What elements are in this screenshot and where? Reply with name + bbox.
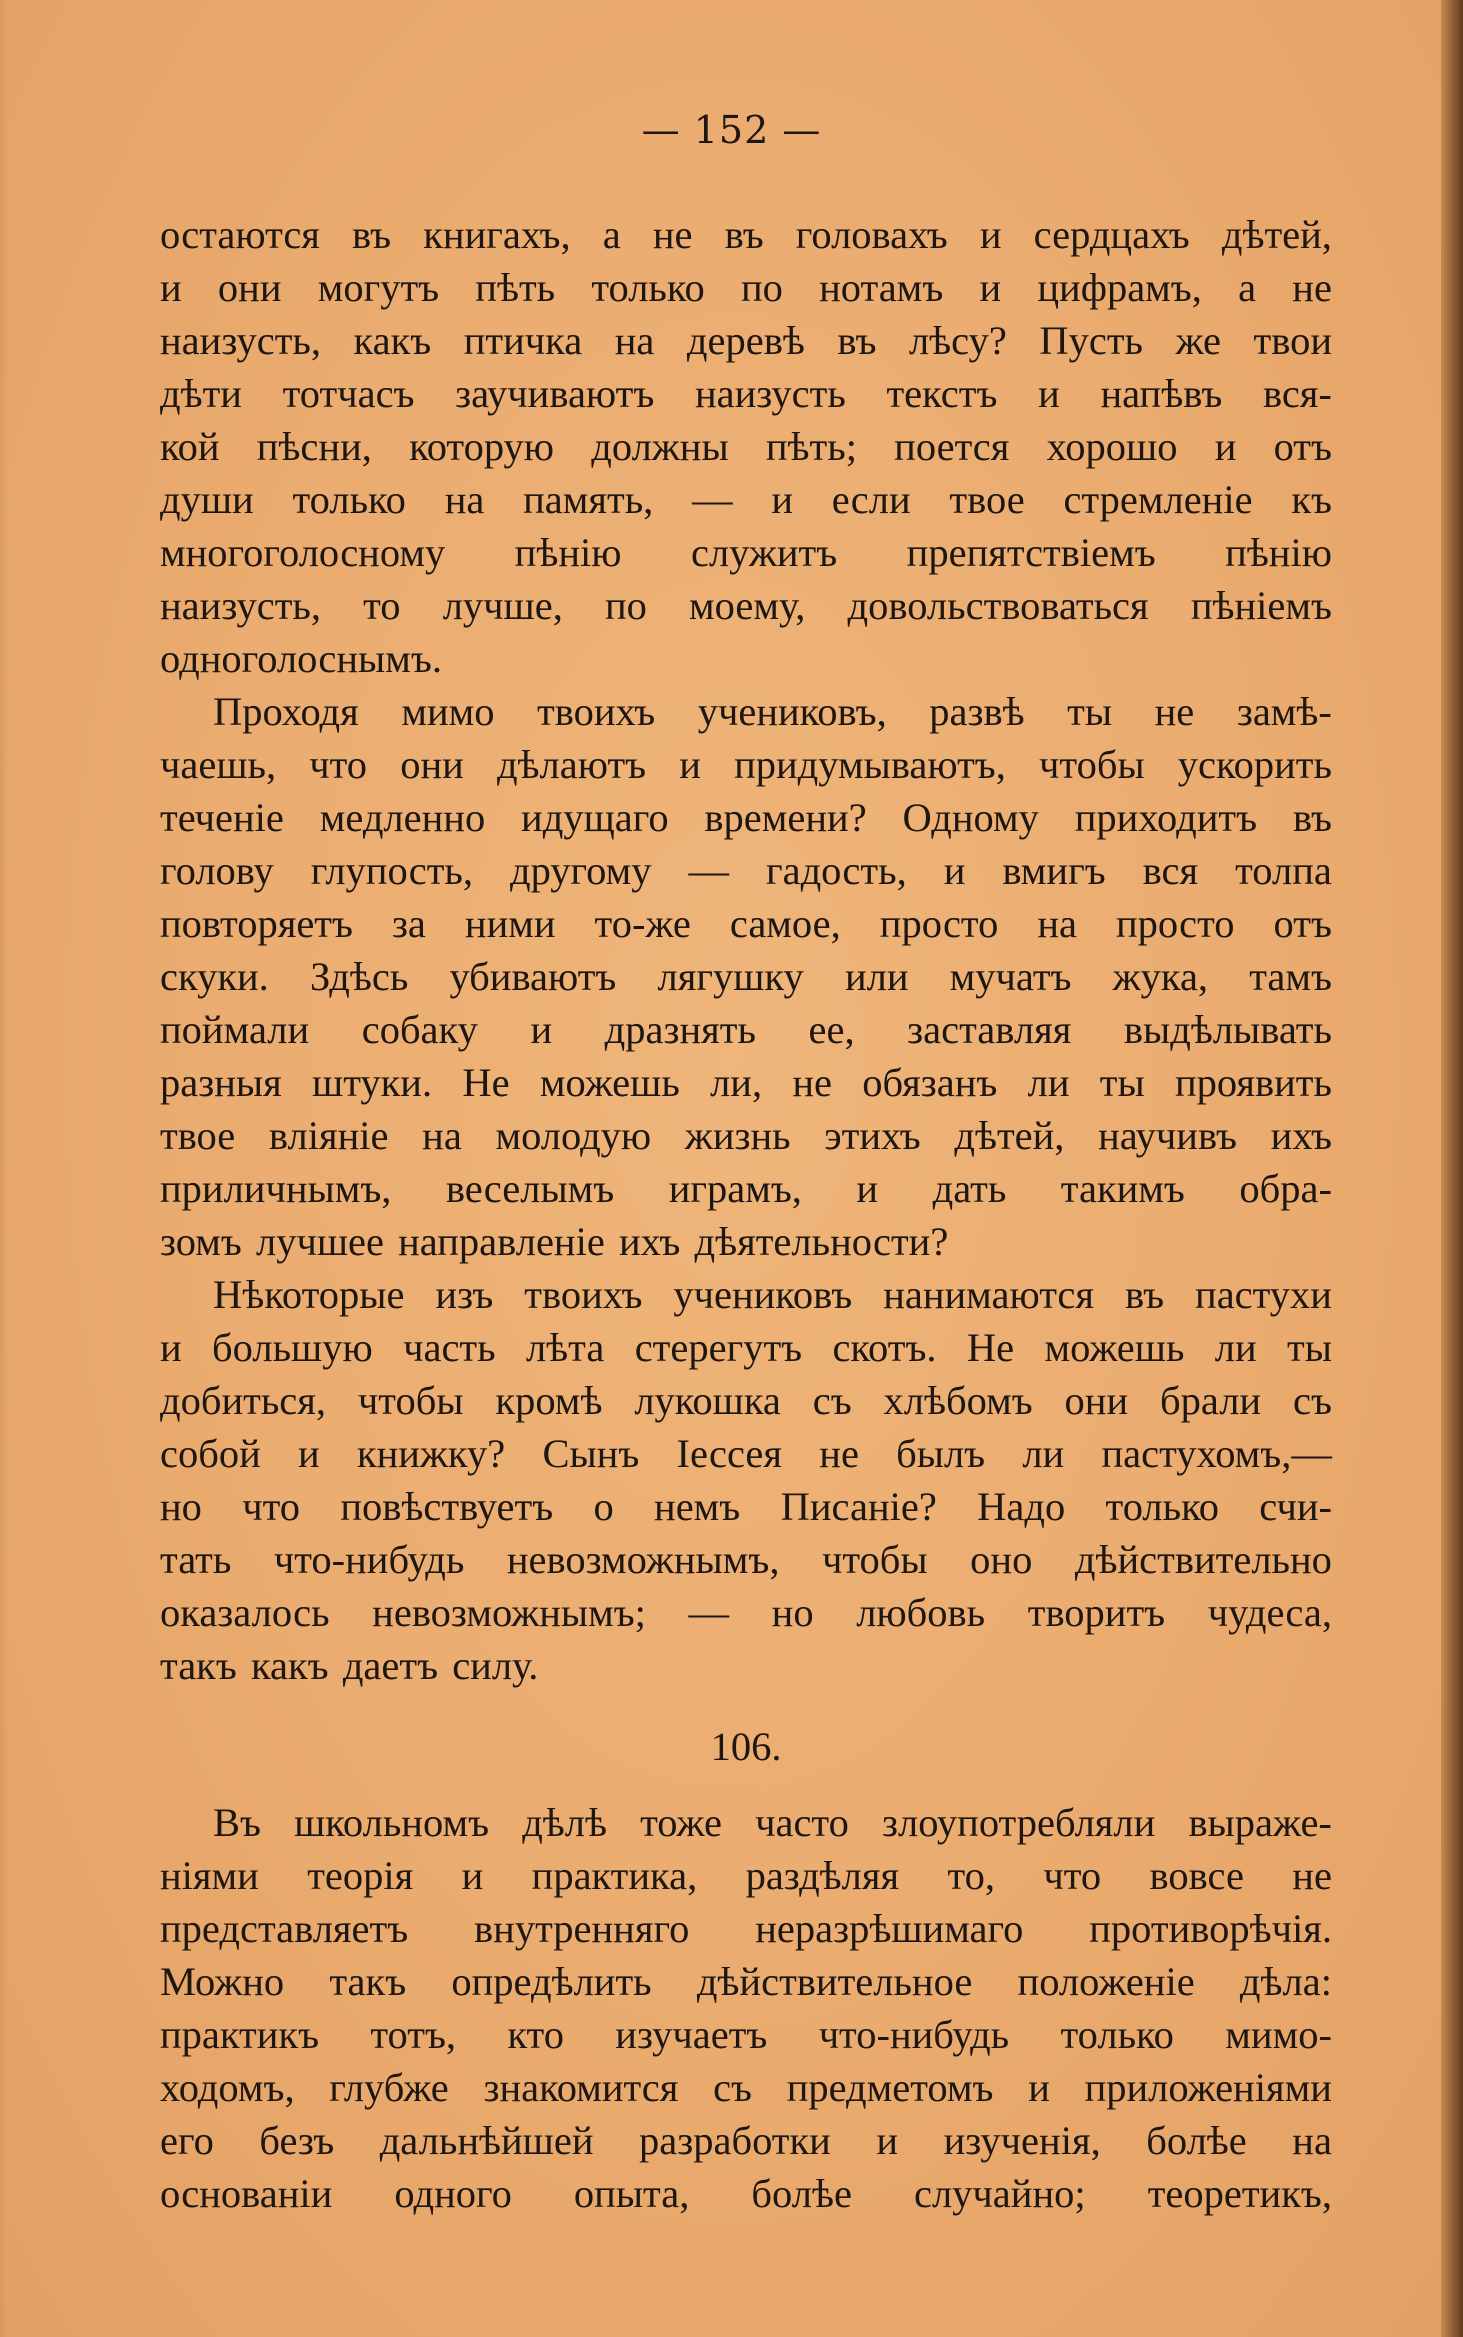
text-line: одноголоснымъ. xyxy=(160,636,442,681)
text-line: твое вліяніе на молодую жизнь этихъ дѣтей, научивъ ихъ xyxy=(160,1113,1332,1158)
text-line: зомъ лучшее направленіе ихъ дѣятельности? xyxy=(160,1219,949,1264)
text-line: ніями теорія и практика, раздѣляя то, что вовсе не xyxy=(160,1853,1332,1898)
text-line: поймали собаку и дразнять ее, заставляя выдѣлывать xyxy=(160,1007,1332,1052)
text-block xyxy=(160,208,1332,2220)
paragraph xyxy=(160,1268,1332,1692)
text-line: дѣти тотчасъ заучиваютъ наизусть текстъ и напѣвъ вся- xyxy=(160,371,1332,416)
text-line: приличнымъ, веселымъ играмъ, и дать такимъ обра- xyxy=(160,1166,1332,1211)
text-line: многоголосному пѣнію служитъ препятствіемъ пѣнію xyxy=(160,530,1332,575)
text-line: кой пѣсни, которую должны пѣть; поется хорошо и отъ xyxy=(160,424,1332,469)
text-line: разныя штуки. Не можешь ли, не обязанъ ли ты проявить xyxy=(160,1060,1332,1105)
text-line: и они могутъ пѣть только по нотамъ и цифрамъ, а не xyxy=(160,265,1332,310)
text-line: наизусть, какъ птичка на деревѣ въ лѣсу? Пусть же твои xyxy=(160,318,1332,363)
text-line: добиться, чтобы кромѣ лукошка съ хлѣбомъ они брали съ xyxy=(160,1378,1332,1423)
paragraph xyxy=(160,1796,1332,2220)
text-line: представляетъ внутренняго неразрѣшимаго противорѣчія. xyxy=(160,1906,1332,1951)
text-line: повторяетъ за ними то-же самое, просто на просто отъ xyxy=(160,901,1332,946)
paragraph xyxy=(160,685,1332,1268)
text-before-section xyxy=(160,208,1332,1692)
page-right-edge xyxy=(1441,0,1463,2337)
text-line: такъ какъ даетъ силу. xyxy=(160,1643,539,1688)
text-line: практикъ тотъ, кто изучаетъ что-нибудь только мимо- xyxy=(160,2012,1332,2057)
text-line: наизусть, то лучше, по моему, довольствоваться пѣніемъ xyxy=(160,583,1332,628)
text-line: но что повѣствуетъ о немъ Писаніе? Надо только счи- xyxy=(160,1484,1332,1529)
section-number: 106. xyxy=(710,1724,782,1769)
text-line: голову глупость, другому — гадость, и вмигъ вся толпа xyxy=(160,848,1332,893)
page-number: — 152 — xyxy=(641,108,822,152)
text-line: собой и книжку? Сынъ Іессея не былъ ли пастухомъ,— xyxy=(160,1431,1332,1476)
text-line: теченіе медленно идущаго времени? Одному приходитъ въ xyxy=(160,795,1332,840)
text-line: тать что-нибудь невозможнымъ, чтобы оно дѣйствительно xyxy=(160,1537,1332,1582)
text-line: Можно такъ опредѣлить дѣйствительное положеніе дѣла: xyxy=(160,1959,1332,2004)
text-line: Нѣкоторые изъ твоихъ учениковъ нанимаются въ пастухи xyxy=(213,1272,1332,1317)
text-line: остаются въ книгахъ, а не въ головахъ и сердцахъ дѣтей, xyxy=(160,212,1332,257)
text-after-section xyxy=(160,1796,1332,2220)
text-line: ходомъ, глубже знакомится съ предметомъ и приложеніями xyxy=(160,2065,1332,2110)
paragraph xyxy=(160,208,1332,685)
text-line: Проходя мимо твоихъ учениковъ, развѣ ты не замѣ- xyxy=(213,689,1332,734)
text-line: Въ школьномъ дѣлѣ тоже часто злоупотребляли выраже- xyxy=(213,1800,1332,1845)
text-line: чаешь, что они дѣлаютъ и придумываютъ, чтобы ускорить xyxy=(160,742,1332,787)
text-line: и большую часть лѣта стерегутъ скотъ. Не можешь ли ты xyxy=(160,1325,1332,1370)
text-line: души только на память, — и если твое стремленіе къ xyxy=(160,477,1332,522)
text-line: скуки. Здѣсь убиваютъ лягушку или мучатъ жука, тамъ xyxy=(160,954,1332,999)
text-line: оказалось невозможнымъ; — но любовь творитъ чудеса, xyxy=(160,1590,1332,1635)
text-line: его безъ дальнѣйшей разработки и изученія, болѣе на xyxy=(160,2118,1332,2163)
text-line: основаніи одного опыта, болѣе случайно; теоретикъ, xyxy=(160,2171,1332,2216)
page-left-edge xyxy=(0,0,8,2337)
